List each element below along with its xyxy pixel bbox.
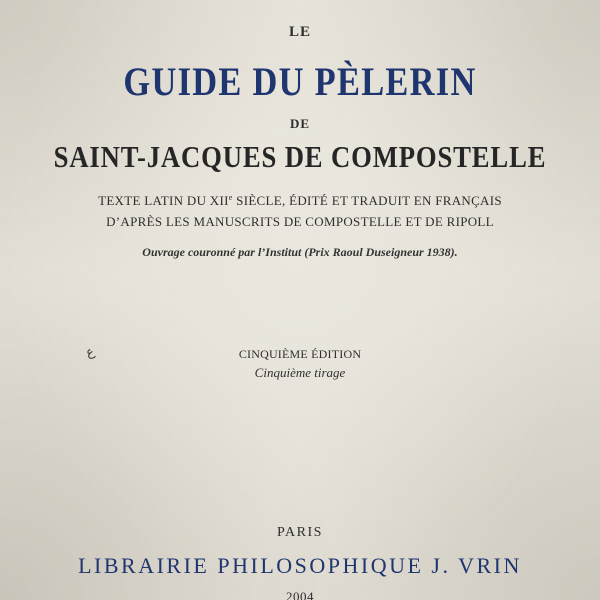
century-superscript: e: [228, 193, 233, 202]
edition-label: CINQUIÈME ÉDITION: [238, 347, 362, 361]
book-title: GUIDE DU PÈLERIN: [123, 59, 477, 104]
description-line-1-end: SIÈCLE, ÉDITÉ ET TRADUIT EN FRANÇAIS: [232, 193, 502, 208]
imprint-city: PARIS: [277, 525, 323, 540]
publication-year: 2004: [286, 589, 314, 600]
book-subtitle: SAINT-JACQUES DE COMPOSTELLE: [53, 139, 547, 174]
printing-label: Cinquième tirage: [254, 365, 346, 380]
prize-note: Ouvrage couronné par l’Institut (Prix Raoul Duseigneur 1938).: [142, 245, 458, 259]
description-line-1: [0, 193, 600, 209]
title-preposition: DE: [289, 116, 311, 131]
description-line-1-start: TEXTE LATIN DU XII: [98, 193, 229, 208]
title-article: LE: [288, 24, 311, 40]
handwritten-mark: ع: [83, 343, 96, 360]
description-line-2: D’APRÈS LES MANUSCRITS DE COMPOSTELLE ET DE RIPOLL: [106, 214, 494, 229]
publisher-name: LIBRAIRIE PHILOSOPHIQUE J. VRIN: [78, 553, 522, 578]
